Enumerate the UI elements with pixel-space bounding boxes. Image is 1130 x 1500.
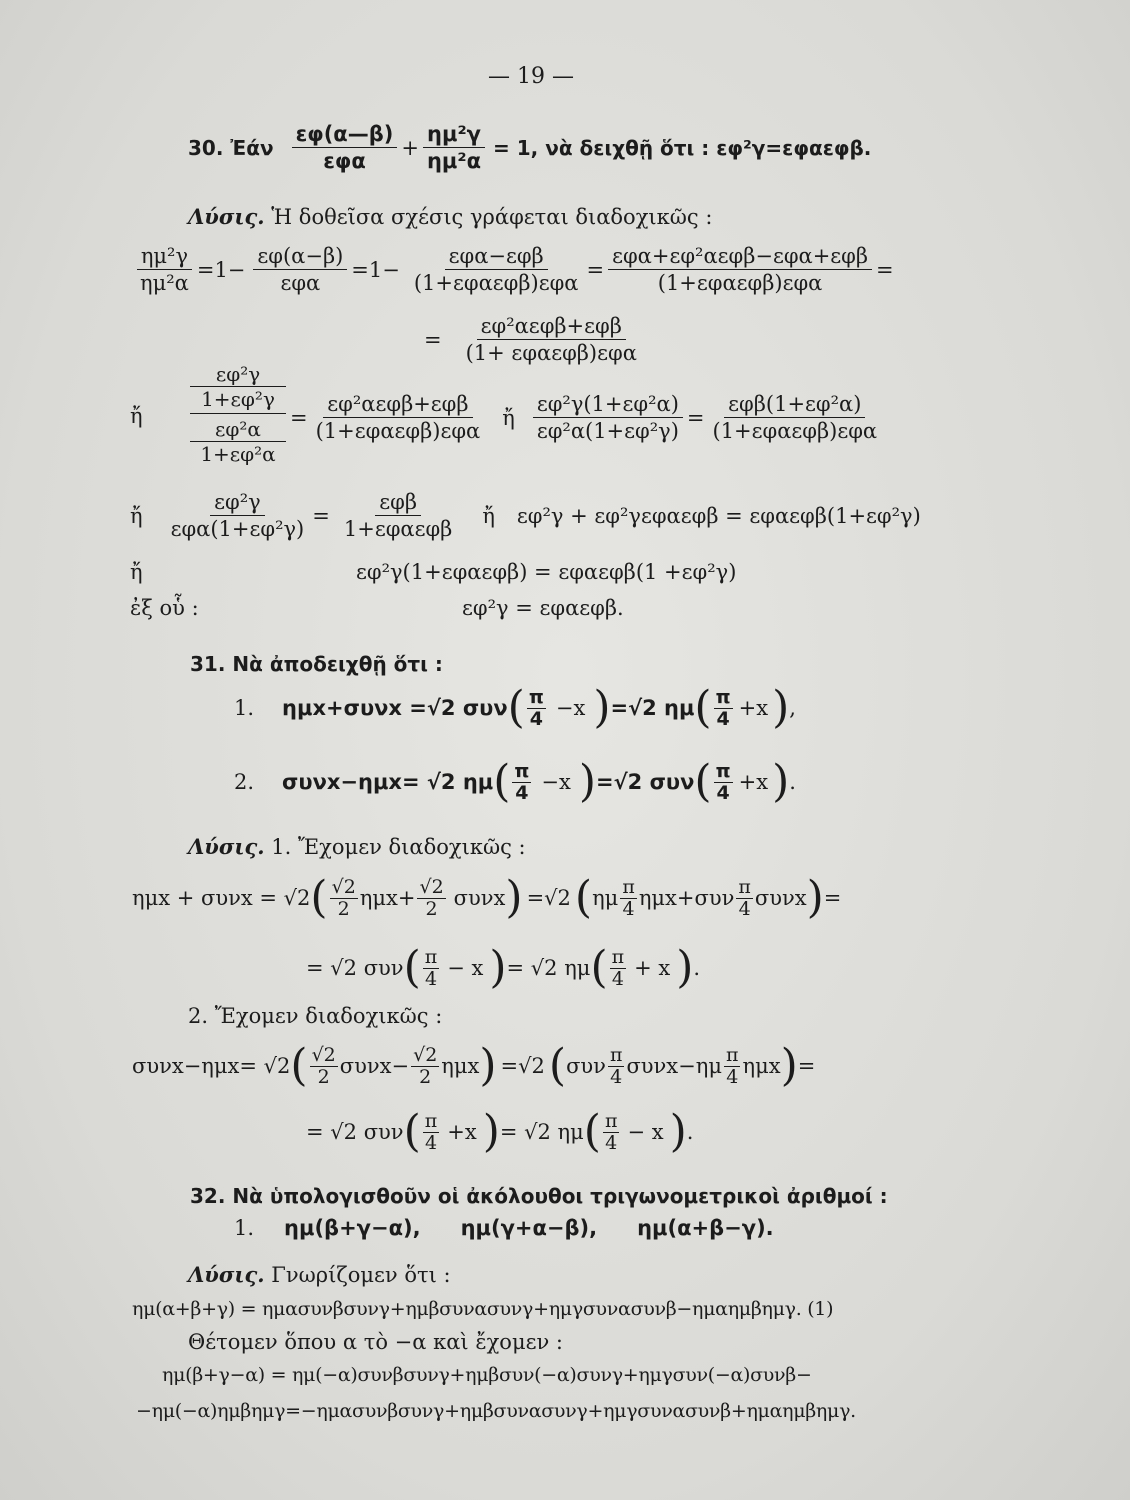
- ex32-items: 1. ημ(β+γ−α), ημ(γ+α−β), ημ(α+β−γ).: [234, 1216, 774, 1240]
- ex30-line-4: ἤ $\frac{\text{εφ²γ}}{\text{εφα(1+εφ²γ)}}$ = $\frac{\text{εφβ}}{\text{1+εφαεφβ}}$ ἤ εφ²γ + εφ²γεφαεφβ = εφαεφβ(1+εφ²γ): [130, 490, 921, 542]
- ex32-line-4: −ημ(−α)ημβημγ=−ημασυνβσυνγ+ημβσυνασυνγ+ημγσυνασυνβ+ημαημβημγ.: [136, 1400, 856, 1422]
- ex31-sol1-line-2: = √2 συν ( $\frac{\pi}{4}$ − x ) = √2 ημ ( $\frac{\pi}{4}$ + x ) .: [306, 942, 701, 993]
- compound-fraction: εφ²γ 1+εφ²γ εφ²α 1+εφ²α: [190, 362, 286, 466]
- ex30-line-2: = $\frac{\text{εφ²αεφβ+εφβ}}{\text{(1+ εφαεφβ)εφα}}$: [424, 314, 637, 366]
- exercise-30-label: 30. Ἐάν: [188, 135, 274, 160]
- or-word: ἤ: [130, 404, 143, 428]
- exercise-32-label: 32. Νὰ ὑπολογισθοῦν οἱ ἀκόλουθοι τριγωνομετρικοὶ ἀριθμοί :: [190, 1184, 888, 1208]
- fraction: $\frac{\text{ημ²γ}}{\text{ημ²α}}$: [423, 122, 485, 173]
- page-number: — 19 —: [488, 64, 574, 89]
- exercise-31-label: 31. Νὰ ἀποδειχθῇ ὅτι :: [190, 652, 443, 676]
- exercise-30-statement: 30. Ἐάν $\frac{\varepsilon\varphi(\alpha—\beta)}{\text{εφα}}$ + $\frac{\text{ημ²γ}}{\text{ημ²α}}$ = 1, νὰ δειχθῇ ὅτι : εφ²γ=εφαεφβ.: [188, 122, 872, 174]
- ex30-line-1: $\frac{\text{ημ²γ}}{\text{ημ²α}}$ =1− $\frac{\varepsilon\varphi(\alpha-\beta)}{\text{εφα}}$ =1− $\frac{\text{εφα−εφβ}}{\text{(1+εφαεφβ)εφα}}$ = $\frac{\text{εφα+εφ²αεφβ−εφα+εφβ}}{\text{(1+εφαεφβ)εφα}}$ =: [132, 244, 894, 295]
- ex31-sol2-line-2: = √2 συν ( $\frac{\pi}{4}$ +x ) = √2 ημ ( $\frac{\pi}{4}$ − x ) .: [306, 1106, 694, 1157]
- ex30-conclusion: εφ²γ = εφαεφβ.: [462, 596, 624, 620]
- solution-31-intro-2: 2. Ἔχομεν διαδοχικῶς :: [188, 1004, 443, 1028]
- solution-32-intro: Λύσις. Γνωρίζομεν ὅτι :: [188, 1262, 451, 1287]
- ex30-line-3: = $\frac{\text{εφ²αεφβ+εφβ}}{\text{(1+εφαεφβ)εφα}}$ ἤ $\frac{\text{εφ²γ(1+εφ²α)}}{\text{εφ²α(1+εφ²γ)}}$ = $\frac{\text{εφβ(1+εφ²α)}}{\text{(1+εφαεφβ)εφα}}$: [290, 392, 878, 444]
- ex32-line-3: ημ(β+γ−α) = ημ(−α)συνβσυνγ+ημβσυν(−α)συνγ+ημγσυν(−α)συνβ−: [162, 1364, 812, 1386]
- ex31-sol2-line-1: συνx−ημx= √2 ( $\frac{√2}{2}$ συνx− $\frac{√2}{2}$ ημx ) =√2 ( συν $\frac{\pi}{4}$ συνx−ημ $\frac{\pi}{4}$ ημx ) =: [132, 1040, 816, 1091]
- ex31-sol1-line-1: ημx + συνx = √2 ( $\frac{√2}{2}$ ημx+ $\frac{√2}{2}$ συνx ) =√2 ( ημ $\frac{\pi}{4}$ ημx+συν $\frac{\pi}{4}$ συνx ) =: [132, 872, 842, 923]
- ex30-line-5: εφ²γ(1+εφαεφβ) = εφαεφβ(1 +εφ²γ): [356, 560, 737, 584]
- ex31-item-2: 2. συνx−ημx= √2 ημ ( $\frac{\pi}{4}$ −x ) =√2 συν ( $\frac{\pi}{4}$ +x ) .: [234, 756, 796, 807]
- solution-31-intro-1: Λύσις. 1. Ἔχομεν διαδοχικῶς :: [188, 834, 526, 859]
- solution-30-intro: Λύσις. Ἡ δοθεῖσα σχέσις γράφεται διαδοχικῶς :: [188, 204, 713, 229]
- ex32-line-1: ημ(α+β+γ) = ημασυνβσυνγ+ημβσυνασυνγ+ημγσυνασυνβ−ημαημβημγ. (1): [132, 1298, 834, 1320]
- solution-label: Λύσις.: [188, 204, 265, 229]
- ex31-item-1: 1. ημx+συνx =√2 συν ( $\frac{\pi}{4}$ −x ) =√2 ημ ( $\frac{\pi}{4}$ +x ) ,: [234, 682, 796, 733]
- fraction: $\frac{\varepsilon\varphi(\alpha—\beta)}{\text{εφα}}$: [292, 122, 398, 173]
- ex32-line-2: Θέτομεν ὅπου α τὸ −α καὶ ἔχομεν :: [188, 1330, 563, 1354]
- page: — 19 — 30. Ἐάν $\frac{\varepsilon\varphi(\alpha—\beta)}{\text{εφα}}$ + $\frac{\text{ημ²γ}}{\text{ημ²α}}$ = 1, νὰ δειχθῇ ὅτι : εφ²γ=εφαεφβ. Λύσις. Ἡ δοθεῖσα σχέσις γράφεται διαδοχικῶς : $\frac{\text{ημ²γ}}{\text{ημ²α}}$ =1− $\frac{\varepsilon\varphi(\alpha-\beta)}{\text{εφα}}$ =1− $\frac{\text{εφα−εφβ}}{\text{(1+εφαεφβ)εφα}}$ = $\frac{\text{εφα+εφ²αεφβ−εφα+εφβ}}{\text{(1+εφαεφβ)εφα}}$ = = $\frac{\text{εφ²αεφβ+εφβ}}{\text{(1+ εφαεφβ)εφα}}$ ἤ εφ²γ 1+εφ²γ εφ²α 1+εφ²α = $\frac{\text{εφ²αεφβ+εφβ}}{\text{(1+εφαεφβ)εφα}}$ ἤ $\frac{\text{εφ²γ(1+εφ²α)}}{\text{εφ²α(1+εφ²γ)}}$ = $\frac{\text{εφβ(1+εφ²α)}}{\text{(1+εφαεφβ)εφα}}$ ἤ $\frac{\text{εφ²γ}}{\text{εφα(1+εφ²γ)}}$ = $\frac{\text{εφβ}}{\text{1+εφαεφβ}}$ ἤ εφ²γ + εφ²γεφαεφβ = εφαεφβ(1+εφ²γ) ἤ εφ²γ(1+εφαεφβ) = εφαεφβ(1 +εφ²γ) ἐξ οὗ : εφ²γ = εφαεφβ. 31. Νὰ ἀποδειχθῇ ὅτι : 1. ημx+συνx =√2 συν ( $\frac{\pi}{4}$ −x ) =√2 ημ ( $\frac{\pi}{4}$ +x ) , 2. συνx−ημx= √2 ημ ( $\frac{\pi}{4}$ −x ) =√2 συν ( $\frac{\pi}{4}$ +x ) . Λύσις. 1. Ἔχομεν διαδοχικῶς : ημx + συνx = √2 ( $\frac{√2}{2}$ ημx+ $\frac{√2}{2}$ συνx ) =√2 ( ημ $\frac{\pi}{4}$ ημx+συν $\frac{\pi}{4}$ συνx ) = = √2 συν ( $\frac{\pi}{4}$ − x ) = √2 ημ ( $\frac{\pi}{4}$ + x ) . 2. Ἔχομεν διαδοχικῶς : συνx−ημx= √2 ( $\frac{√2}{2}$ συνx− $\frac{√2}{2}$ ημx ) =√2 ( συν $\frac{\pi}{4}$ συνx−ημ $\frac{\pi}{4}$ ημx ) = = √2 συν ( $\frac{\pi}{4}$ +x ) = √2 ημ ( $\frac{\pi}{4}$ − x ) . 32. Νὰ ὑπολογισθοῦν οἱ ἀκόλουθοι τριγωνομετρικοὶ ἀριθμοί : 1. ημ(β+γ−α), ημ(γ+α−β), ημ(α+β−γ). Λύσις. Γνωρίζομεν ὅτι : ημ(α+β+γ) = ημασυνβσυνγ+ημβσυνασυνγ+ημγσυνασυνβ−ημαημβημγ. (1) Θέτομεν ὅπου α τὸ −α καὶ ἔχομεν : ημ(β+γ−α) = ημ(−α)συνβσυνγ+ημβσυν(−α)συνγ+ημγσυν(−α)συνβ− −ημ(−α)ημβημγ=−ημασυνβσυνγ+ημβσυνασυνγ+ημγσυνασυνβ+ημαημβημγ.: [0, 0, 1130, 1500]
